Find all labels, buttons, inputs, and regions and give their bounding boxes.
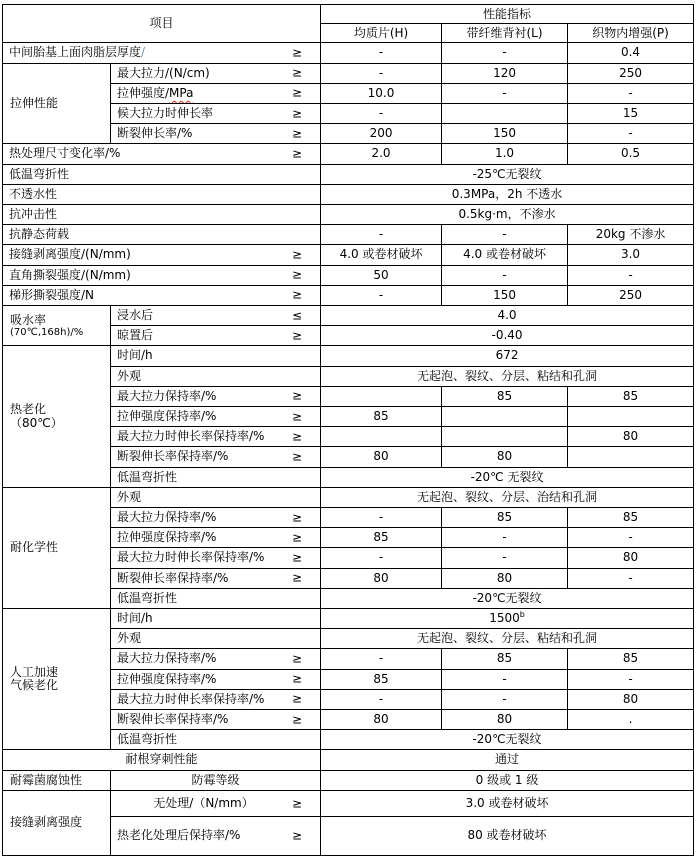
table-row bbox=[3, 43, 694, 63]
ge-symbol: ≥ bbox=[291, 530, 303, 545]
table-row bbox=[3, 245, 694, 265]
label-cell: 低温弯折性 bbox=[111, 467, 321, 487]
value-cell: - bbox=[442, 528, 568, 548]
label-cell: 断裂伸长率保持率/% ≥ bbox=[111, 568, 321, 588]
span-value-cell: 无起泡、裂纹、分层、粘结和孔洞 bbox=[321, 366, 694, 386]
value-cell: 50 bbox=[321, 265, 442, 285]
label-cell: 断裂伸长率保持率/% ≥ bbox=[111, 447, 321, 467]
value-cell: 150 bbox=[442, 285, 568, 305]
value-cell: - bbox=[442, 43, 568, 63]
span-value-cell: 0.5kg·m，不渗水 bbox=[321, 205, 694, 225]
value-cell: - bbox=[442, 225, 568, 245]
value-cell: 85 bbox=[568, 649, 694, 669]
span-value-cell: -25℃无裂纹 bbox=[321, 164, 694, 184]
span-value-cell: -20℃ 无裂纹 bbox=[321, 467, 694, 487]
ge-symbol: ≥ bbox=[291, 795, 303, 810]
label-cell: 耐根穿刺性能 bbox=[3, 750, 321, 770]
ge-symbol: ≥ bbox=[291, 328, 303, 343]
value-cell: 80 bbox=[568, 548, 694, 568]
span-value-cell: 无起泡、裂纹、分层、粘结和孔洞 bbox=[321, 629, 694, 649]
label-cell: 最大拉力保持率/% ≥ bbox=[111, 386, 321, 406]
table-row bbox=[3, 225, 694, 245]
value-cell: 3.0 bbox=[568, 245, 694, 265]
label-cell: 梯形撕裂强度/N ≥ bbox=[3, 285, 321, 305]
label-cell: 热处理尺寸变化率/% ≥ bbox=[3, 144, 321, 164]
ge-symbol: ≥ bbox=[291, 429, 303, 444]
header-col-h: 均质片(H) bbox=[321, 24, 442, 43]
label-cell: 低温弯折性 bbox=[3, 164, 321, 184]
table-row bbox=[3, 5, 694, 24]
ge-symbol: ≥ bbox=[291, 287, 303, 302]
value-cell: - bbox=[321, 43, 442, 63]
ge-symbol: ≥ bbox=[291, 570, 303, 585]
label-cell: 防霉等级 bbox=[111, 770, 321, 790]
header-col-p: 织物内增强(P) bbox=[568, 24, 694, 43]
table-row bbox=[3, 164, 694, 184]
group-cell: 人工加速 气候老化 bbox=[3, 609, 111, 750]
group-cell: 拉伸性能 bbox=[3, 63, 111, 144]
value-cell bbox=[442, 427, 568, 447]
value-cell: 85 bbox=[442, 508, 568, 528]
table-row bbox=[3, 770, 694, 790]
table-row bbox=[3, 144, 694, 164]
value-cell: 0.5 bbox=[568, 144, 694, 164]
label-cell: 最大拉力保持率/% ≥ bbox=[111, 508, 321, 528]
label-cell: 时间/h bbox=[111, 609, 321, 629]
value-cell: - bbox=[442, 669, 568, 689]
ge-symbol: ≥ bbox=[291, 449, 303, 464]
table-row bbox=[3, 487, 694, 507]
ge-symbol: ≥ bbox=[291, 126, 303, 141]
label-cell: 断裂伸长率/% ≥ bbox=[111, 124, 321, 144]
span-value-cell: 0 级或 1 级 bbox=[321, 770, 694, 790]
value-cell: - bbox=[568, 265, 694, 285]
value-cell: 80 bbox=[442, 568, 568, 588]
group-cell: 耐霉菌腐蚀性 bbox=[3, 770, 111, 790]
ge-symbol: ≥ bbox=[291, 247, 303, 262]
ge-symbol: ≥ bbox=[291, 671, 303, 686]
label-cell: 接缝剥离强度/(N/mm) ≥ bbox=[3, 245, 321, 265]
value-cell: 80 bbox=[568, 427, 694, 447]
value-cell: - bbox=[321, 649, 442, 669]
label-cell: 晾置后 ≥ bbox=[111, 326, 321, 346]
value-cell: 80 bbox=[321, 710, 442, 730]
value-cell: 85 bbox=[568, 508, 694, 528]
table-row bbox=[3, 346, 694, 366]
table-row bbox=[3, 790, 694, 816]
header-project-cell: 项目 bbox=[3, 5, 321, 43]
span-value-cell: 0.3MPa，2h 不透水 bbox=[321, 184, 694, 204]
ge-symbol: ≥ bbox=[291, 105, 303, 120]
value-cell: 80 bbox=[568, 689, 694, 709]
span-value-cell: 通过 bbox=[321, 750, 694, 770]
value-cell: 80 bbox=[442, 447, 568, 467]
span-value-cell: -0.40 bbox=[321, 326, 694, 346]
value-cell: - bbox=[442, 689, 568, 709]
value-cell: - bbox=[321, 285, 442, 305]
span-value-cell: -20℃无裂纹 bbox=[321, 588, 694, 608]
value-cell: 200 bbox=[321, 124, 442, 144]
label-cell: 抗静态荷载 bbox=[3, 225, 321, 245]
value-cell: 85 bbox=[321, 528, 442, 548]
span-value-cell: 80 或卷材破坏 bbox=[321, 817, 694, 856]
value-cell: - bbox=[321, 689, 442, 709]
label-cell: 中间胎基上面肉脂层厚度/ ≥ bbox=[3, 43, 321, 63]
value-cell: - bbox=[321, 63, 442, 83]
table-row bbox=[3, 306, 694, 326]
ge-symbol: ≥ bbox=[291, 409, 303, 424]
ge-symbol: ≥ bbox=[291, 550, 303, 565]
group-cell: 耐化学性 bbox=[3, 487, 111, 608]
value-cell bbox=[568, 407, 694, 427]
value-cell: 15 bbox=[568, 103, 694, 123]
group-cell: 吸水率 (70℃,168h)/% bbox=[3, 306, 111, 346]
label-cell: 拉伸强度/MPa ≥ bbox=[111, 83, 321, 103]
span-value-cell: 无起泡、裂纹、分层、治结和孔洞 bbox=[321, 487, 694, 507]
span-value-cell: 4.0 bbox=[321, 306, 694, 326]
value-cell: - bbox=[442, 265, 568, 285]
label-cell: 断裂伸长率保持率/% ≥ bbox=[111, 710, 321, 730]
value-cell: 250 bbox=[568, 63, 694, 83]
label-cell: 外观 bbox=[111, 366, 321, 386]
value-cell: 85 bbox=[442, 649, 568, 669]
value-cell: - bbox=[321, 103, 442, 123]
value-cell: 85 bbox=[321, 669, 442, 689]
label-cell: 最大拉力保持率/% ≥ bbox=[111, 649, 321, 669]
group-cell: 热老化 （80℃） bbox=[3, 346, 111, 487]
table-row bbox=[3, 285, 694, 305]
ge-symbol: ≥ bbox=[291, 510, 303, 525]
value-cell: - bbox=[321, 508, 442, 528]
label-cell: 低温弯折性 bbox=[111, 588, 321, 608]
value-cell: 150 bbox=[442, 124, 568, 144]
value-cell bbox=[442, 103, 568, 123]
label-cell: 最大拉力/(N/cm) ≥ bbox=[111, 63, 321, 83]
label-cell: 外观 bbox=[111, 629, 321, 649]
spellcheck-squiggle: MPa bbox=[169, 85, 194, 100]
ge-symbol: ≥ bbox=[291, 146, 303, 161]
value-cell: - bbox=[568, 83, 694, 103]
value-cell bbox=[568, 447, 694, 467]
value-cell: 0.4 bbox=[568, 43, 694, 63]
header-group-cell: 性能指标 bbox=[321, 5, 694, 24]
ge-symbol: ≥ bbox=[291, 388, 303, 403]
label-cell: 最大拉力时伸长率保持率/% ≥ bbox=[111, 548, 321, 568]
footnote-marker: b bbox=[519, 610, 525, 620]
label-cell: 浸水后 ≤ bbox=[111, 306, 321, 326]
value-cell: 10.0 bbox=[321, 83, 442, 103]
label-cell: 抗冲击性 bbox=[3, 205, 321, 225]
label-cell: 不透水性 bbox=[3, 184, 321, 204]
table-row bbox=[3, 265, 694, 285]
table-row bbox=[3, 63, 694, 83]
value-cell: - bbox=[321, 548, 442, 568]
value-cell: 250 bbox=[568, 285, 694, 305]
ge-symbol: ≥ bbox=[291, 712, 303, 727]
value-cell: - bbox=[442, 83, 568, 103]
label-cell: 低温弯折性 bbox=[111, 730, 321, 750]
value-cell: - bbox=[321, 225, 442, 245]
value-cell: 80 bbox=[321, 568, 442, 588]
value-cell: - bbox=[442, 548, 568, 568]
ge-symbol: ≥ bbox=[291, 45, 303, 60]
table-row bbox=[3, 205, 694, 225]
table-row bbox=[3, 184, 694, 204]
label-cell: 拉伸强度保持率/% ≥ bbox=[111, 528, 321, 548]
value-cell: - bbox=[568, 568, 694, 588]
value-cell bbox=[321, 427, 442, 447]
label-cell: 时间/h bbox=[111, 346, 321, 366]
group-cell: 接缝剥离强度 bbox=[3, 790, 111, 855]
value-cell bbox=[442, 407, 568, 427]
label-cell: 直角撕裂强度/(N/mm) ≥ bbox=[3, 265, 321, 285]
value-cell bbox=[321, 386, 442, 406]
table-row bbox=[3, 750, 694, 770]
label-cell: 候大拉力时伸长率 ≥ bbox=[111, 103, 321, 123]
ge-symbol: ≥ bbox=[291, 267, 303, 282]
label-cell: 无处理/（N/mm） ≥ bbox=[111, 790, 321, 816]
label-cell: 最大拉力时伸长率保持率/% ≥ bbox=[111, 689, 321, 709]
value-cell: 85 bbox=[321, 407, 442, 427]
label-cell: 热老化处理后保持率/% ≥ bbox=[111, 817, 321, 856]
spec-table bbox=[2, 4, 694, 856]
le-symbol: ≤ bbox=[291, 308, 303, 323]
ge-symbol: ≥ bbox=[291, 651, 303, 666]
value-cell: 4.0 或卷材破坏 bbox=[321, 245, 442, 265]
span-value-cell: 672 bbox=[321, 346, 694, 366]
value-cell: 80 bbox=[442, 710, 568, 730]
value-cell: - bbox=[568, 124, 694, 144]
value-cell: 4.0 或卷材破坏 bbox=[442, 245, 568, 265]
span-value-cell: 3.0 或卷材破坏 bbox=[321, 790, 694, 816]
label-cell: 拉伸强度保持率/% ≥ bbox=[111, 669, 321, 689]
span-value-cell: -20℃无裂纹 bbox=[321, 730, 694, 750]
span-value-cell: 1500$^b$ bbox=[321, 609, 694, 629]
ge-symbol: ≥ bbox=[291, 828, 303, 843]
value-cell: - bbox=[568, 528, 694, 548]
label-cell: 外观 bbox=[111, 487, 321, 507]
value-cell: 1.0 bbox=[442, 144, 568, 164]
slash-mark: / bbox=[141, 45, 146, 60]
value-cell: 85 bbox=[568, 386, 694, 406]
value-cell: 2.0 bbox=[321, 144, 442, 164]
table-row bbox=[3, 609, 694, 629]
ge-symbol: ≥ bbox=[291, 691, 303, 706]
label-cell: 最大拉力时伸长率保持率/% ≥ bbox=[111, 427, 321, 447]
ge-symbol: ≥ bbox=[291, 85, 303, 100]
value-cell: 120 bbox=[442, 63, 568, 83]
value-cell: 80 bbox=[321, 447, 442, 467]
value-cell: 85 bbox=[442, 386, 568, 406]
label-cell: 拉伸强度保持率/% ≥ bbox=[111, 407, 321, 427]
value-cell: - bbox=[568, 669, 694, 689]
value-cell: . bbox=[568, 710, 694, 730]
header-col-l: 带纤维背衬(L) bbox=[442, 24, 568, 43]
ge-symbol: ≥ bbox=[291, 65, 303, 80]
value-cell: 20kg 不渗水 bbox=[568, 225, 694, 245]
